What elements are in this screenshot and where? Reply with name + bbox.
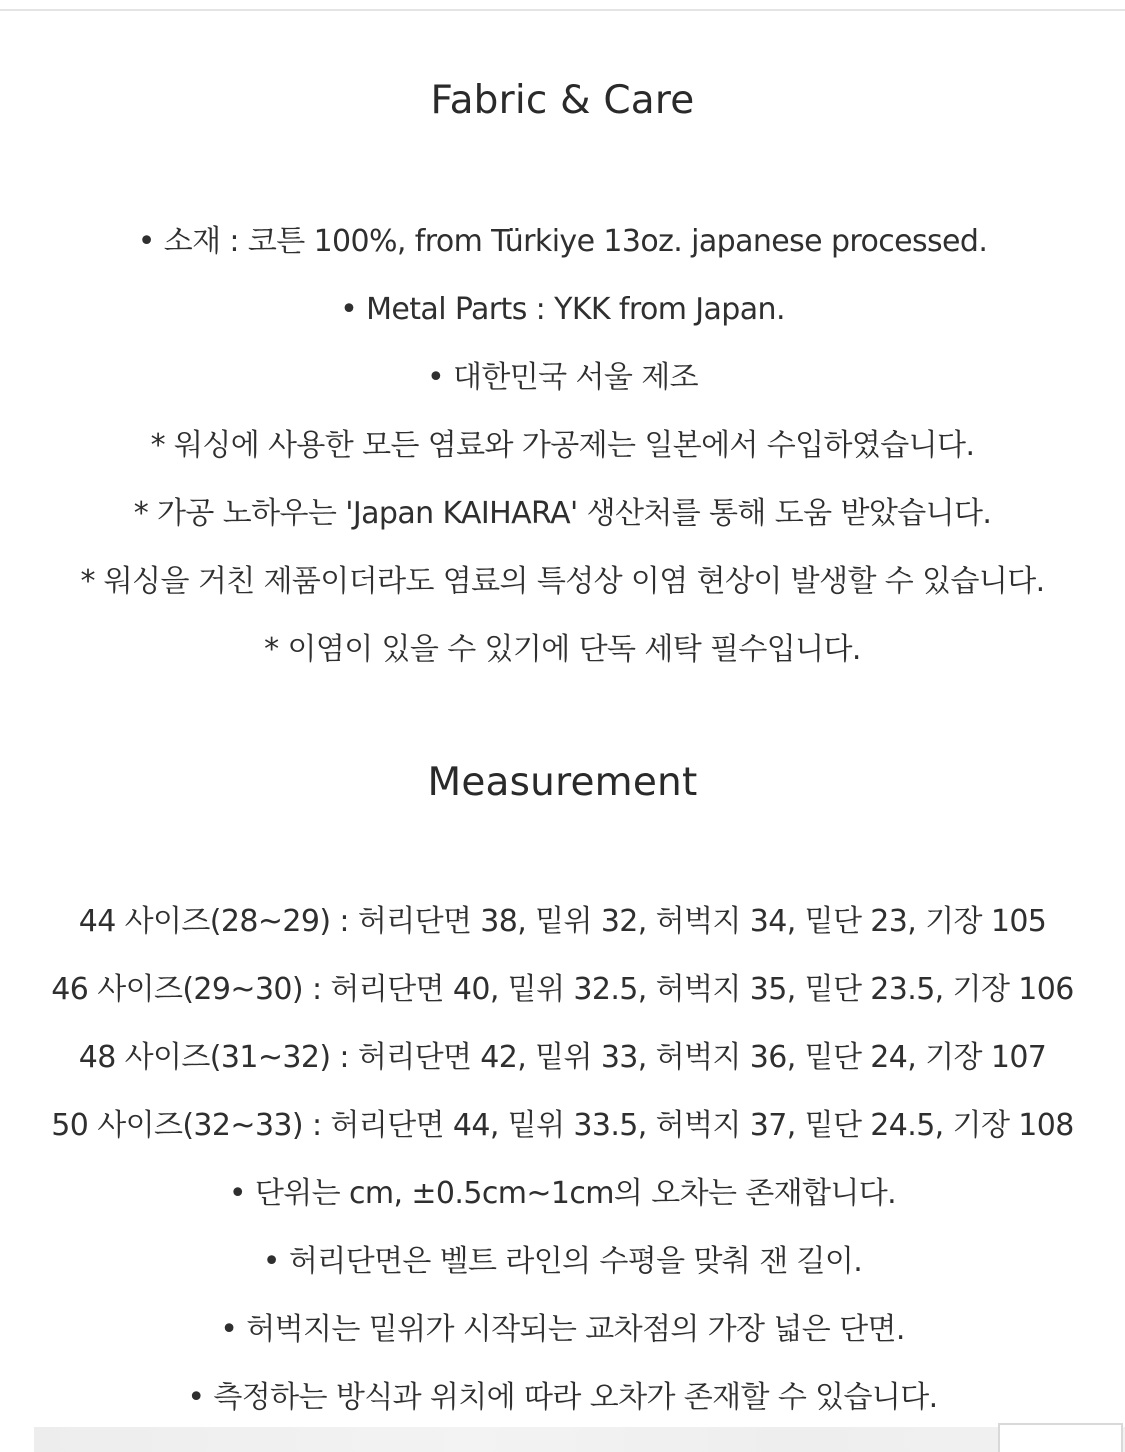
fabric-line: • 대한민국 서울 제조 <box>427 360 698 395</box>
fabric-line: * 워싱을 거친 제품이더라도 염료의 특성상 이염 현상이 발생할 수 있습니다. <box>80 564 1045 599</box>
fabric-care-heading: Fabric & Care <box>430 78 695 123</box>
size-spec-line: 46 사이즈(29~30) : 허리단면 40, 밑위 32.5, 허벅지 35, 밑단 23.5, 기장 106 <box>51 972 1074 1007</box>
top-divider <box>0 9 1125 11</box>
fabric-line: * 가공 노하우는 'Japan KAIHARA' 생산처를 통해 도움 받았습니다. <box>133 496 992 531</box>
measurement-note: • 허리단면은 벨트 라인의 수평을 맞춰 잰 길이. <box>262 1244 863 1279</box>
measurement-note: • 측정하는 방식과 위치에 따라 오차가 존재할 수 있습니다. <box>187 1380 938 1415</box>
size-spec-line: 48 사이즈(31~32) : 허리단면 42, 밑위 33, 허벅지 36, 밑단 24, 기장 107 <box>78 1040 1047 1075</box>
fabric-line: • 소재 : 코튼 100%, from Türkiye 13oz. japanese processed. <box>137 224 988 259</box>
fabric-line: * 워싱에 사용한 모든 염료와 가공제는 일본에서 수입하였습니다. <box>150 428 975 463</box>
measurement-note: • 단위는 cm, ±0.5cm~1cm의 오차는 존재합니다. <box>228 1176 897 1211</box>
size-spec-line: 50 사이즈(32~33) : 허리단면 44, 밑위 33.5, 허벅지 37, 밑단 24.5, 기장 108 <box>51 1108 1074 1143</box>
fabric-line: * 이염이 있을 수 있기에 단독 세탁 필수입니다. <box>264 632 861 667</box>
product-image-edge <box>34 1427 1125 1452</box>
measurement-heading: Measurement <box>427 760 698 805</box>
size-spec-line: 44 사이즈(28~29) : 허리단면 38, 밑위 32, 허벅지 34, 밑단 23, 기장 105 <box>78 904 1047 939</box>
fabric-line: • Metal Parts : YKK from Japan. <box>340 292 785 327</box>
measurement-note: • 허벅지는 밑위가 시작되는 교차점의 가장 넓은 단면. <box>220 1312 905 1347</box>
scroll-widget-edge[interactable] <box>998 1423 1123 1452</box>
